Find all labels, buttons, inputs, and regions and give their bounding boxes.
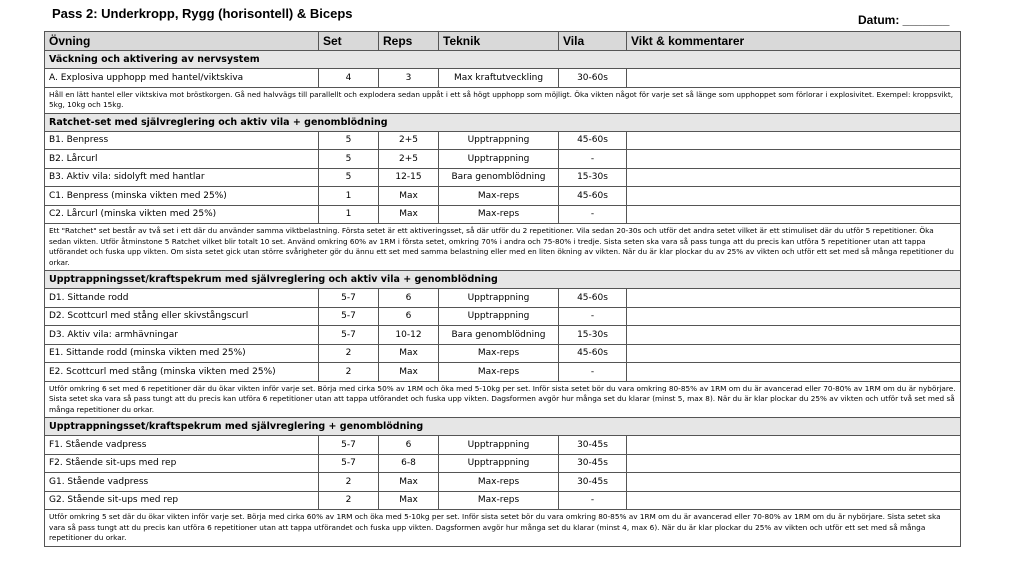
section-header-row [45, 113, 961, 131]
set-cell: 5 [319, 150, 379, 169]
section-note: Ett "Ratchet" set består av två set i ett där du använder samma viktbelastning. Första setet är ett aktiveringsset, så där utför du 2 repetitioner. Vila sedan 20-30s och utför det andra setet vilket är ett stimuliset där du utför 5 repetitioner. Öka sedan vikten. Utför åtminstone 5 Ratchet vilket blir totalt 10 set. Använd omkring 60% av 1RM i första setet, omkring 70% i andra och 75-80% i tredje. Sista seten ska vara så pass tunga att du precis kan utföra 5 repetitioner utan att tappa utförandet och fuska upp vikten. Om sista setet gick utan större svårigheter gör du ännu ett set med samma belastning eller med en liten ökning av vikten. När du är klar plockar du av 25% av vikten och utför ett set med så många repetitioner du orkar. [45, 224, 961, 271]
reps-cell: 12-15 [379, 168, 439, 187]
reps-cell: Max [379, 473, 439, 492]
vila-cell: - [559, 363, 627, 382]
set-cell: 2 [319, 473, 379, 492]
set-cell: 5 [319, 131, 379, 150]
reps-cell: 6 [379, 307, 439, 326]
exercise-row [45, 454, 961, 473]
teknik-cell: Upptrappning [439, 454, 559, 473]
exercise-name: G1. Stående vadpress [45, 473, 319, 492]
section-title: Upptrappningsset/kraftspekrum med självreglering + genomblödning [45, 418, 961, 436]
section-header-row [45, 418, 961, 436]
column-header-teknik: Teknik [439, 32, 559, 51]
workout-table [44, 31, 961, 547]
teknik-cell: Bara genomblödning [439, 326, 559, 345]
exercise-row [45, 131, 961, 150]
exercise-name: C1. Benpress (minska vikten med 25%) [45, 187, 319, 206]
reps-cell: Max [379, 205, 439, 224]
exercise-name: E2. Scottcurl med stång (minska vikten med 25%) [45, 363, 319, 382]
reps-cell: Max [379, 491, 439, 510]
exercise-row [45, 326, 961, 345]
vila-cell: 45-60s [559, 289, 627, 308]
set-cell: 5-7 [319, 289, 379, 308]
exercise-row [45, 363, 961, 382]
set-cell: 4 [319, 69, 379, 88]
teknik-cell: Max-reps [439, 205, 559, 224]
vila-cell: - [559, 307, 627, 326]
vila-cell: 30-45s [559, 473, 627, 492]
exercise-row [45, 344, 961, 363]
vila-cell: 30-45s [559, 454, 627, 473]
weight-comment-cell[interactable] [627, 491, 961, 510]
teknik-cell: Max-reps [439, 491, 559, 510]
section-title: Ratchet-set med självreglering och aktiv vila + genomblödning [45, 113, 961, 131]
reps-cell: 6 [379, 436, 439, 455]
exercise-name: B2. Lårcurl [45, 150, 319, 169]
table-header-row [45, 32, 961, 51]
exercise-row [45, 150, 961, 169]
column-header-reps: Reps [379, 32, 439, 51]
vila-cell: 15-30s [559, 168, 627, 187]
section-note-row [45, 510, 961, 547]
weight-comment-cell[interactable] [627, 363, 961, 382]
section-note-row [45, 381, 961, 418]
teknik-cell: Max-reps [439, 473, 559, 492]
weight-comment-cell[interactable] [627, 150, 961, 169]
weight-comment-cell[interactable] [627, 344, 961, 363]
exercise-row [45, 168, 961, 187]
exercise-name: B1. Benpress [45, 131, 319, 150]
teknik-cell: Bara genomblödning [439, 168, 559, 187]
reps-cell: 3 [379, 69, 439, 88]
teknik-cell: Upptrappning [439, 150, 559, 169]
exercise-name: F1. Stående vadpress [45, 436, 319, 455]
reps-cell: 2+5 [379, 150, 439, 169]
weight-comment-cell[interactable] [627, 187, 961, 206]
reps-cell: 2+5 [379, 131, 439, 150]
exercise-name: D3. Aktiv vila: armhävningar [45, 326, 319, 345]
section-header-row [45, 51, 961, 69]
section-note: Utför omkring 5 set där du ökar vikten inför varje set. Börja med cirka 60% av 1RM och öka med 5-10kg per set. Inför sista setet bör du vara omkring 80-85% av 1RM om du är avancerad eller 70-80% av 1RM om du är nybörjare. Sista setet ska vara så pass tungt att du precis kan utföra 6 repetitioner utan att tappa utförandet och fuska upp vikten. Dagsformen avgör hur många set du klarar (minst 4, max 6). När du är klar plockar du 25% av vikten och utför ett set med så många repetitioner du orkar. [45, 510, 961, 547]
vila-cell: 30-60s [559, 69, 627, 88]
exercise-name: D2. Scottcurl med stång eller skivstångscurl [45, 307, 319, 326]
reps-cell: Max [379, 187, 439, 206]
exercise-name: D1. Sittande rodd [45, 289, 319, 308]
section-note-row [45, 87, 961, 113]
section-note-row [45, 224, 961, 271]
weight-comment-cell[interactable] [627, 168, 961, 187]
exercise-name: E1. Sittande rodd (minska vikten med 25%) [45, 344, 319, 363]
exercise-row [45, 307, 961, 326]
reps-cell: Max [379, 363, 439, 382]
section-title: Upptrappningsset/kraftspekrum med självreglering och aktiv vila + genomblödning [45, 271, 961, 289]
teknik-cell: Max kraftutveckling [439, 69, 559, 88]
section-title: Väckning och aktivering av nervsystem [45, 51, 961, 69]
exercise-name: A. Explosiva upphopp med hantel/viktskiva [45, 69, 319, 88]
exercise-row [45, 187, 961, 206]
column-header-ovning: Övning [45, 32, 319, 51]
vila-cell: 45-60s [559, 187, 627, 206]
exercise-name: B3. Aktiv vila: sidolyft med hantlar [45, 168, 319, 187]
exercise-row [45, 436, 961, 455]
teknik-cell: Upptrappning [439, 289, 559, 308]
set-cell: 5-7 [319, 326, 379, 345]
exercise-row [45, 205, 961, 224]
set-cell: 2 [319, 363, 379, 382]
weight-comment-cell[interactable] [627, 307, 961, 326]
teknik-cell: Upptrappning [439, 307, 559, 326]
date-field-label: Datum: _______ [858, 13, 950, 27]
weight-comment-cell[interactable] [627, 69, 961, 88]
vila-cell: 45-60s [559, 131, 627, 150]
teknik-cell: Max-reps [439, 363, 559, 382]
column-header-set: Set [319, 32, 379, 51]
reps-cell: 6-8 [379, 454, 439, 473]
vila-cell: 45-60s [559, 344, 627, 363]
set-cell: 5-7 [319, 436, 379, 455]
vila-cell: - [559, 491, 627, 510]
reps-cell: 10-12 [379, 326, 439, 345]
set-cell: 5 [319, 168, 379, 187]
set-cell: 1 [319, 187, 379, 206]
teknik-cell: Upptrappning [439, 131, 559, 150]
reps-cell: Max [379, 344, 439, 363]
exercise-name: F2. Stående sit-ups med rep [45, 454, 319, 473]
page-title: Pass 2: Underkropp, Rygg (horisontell) & Biceps [52, 6, 353, 21]
teknik-cell: Max-reps [439, 187, 559, 206]
section-header-row [45, 271, 961, 289]
weight-comment-cell[interactable] [627, 326, 961, 345]
exercise-row [45, 491, 961, 510]
vila-cell: - [559, 150, 627, 169]
teknik-cell: Max-reps [439, 344, 559, 363]
weight-comment-cell[interactable] [627, 131, 961, 150]
weight-comment-cell[interactable] [627, 454, 961, 473]
reps-cell: 6 [379, 289, 439, 308]
set-cell: 5-7 [319, 454, 379, 473]
exercise-name: C2. Lårcurl (minska vikten med 25%) [45, 205, 319, 224]
vila-cell: 15-30s [559, 326, 627, 345]
exercise-row [45, 473, 961, 492]
vila-cell: - [559, 205, 627, 224]
section-note: Utför omkring 6 set med 6 repetitioner där du ökar vikten inför varje set. Börja med cirka 50% av 1RM och öka med 5-10kg per set. Inför sista setet bör du vara omkring 80-85% av 1RM om du är avancerad eller 70-80% av 1RM om du är nybörjare. Sista setet ska vara så pass tungt att du precis kan utföra 6 repetitioner utan att tappa utförandet och fuska upp vikten. Dagsformen avgör hur många set du klarar (minst 5, max 8). När du är klar plockar du 25% av vikten och utför två set med så många repetitioner du orkar. [45, 381, 961, 418]
set-cell: 2 [319, 344, 379, 363]
set-cell: 2 [319, 491, 379, 510]
set-cell: 5-7 [319, 307, 379, 326]
exercise-row [45, 289, 961, 308]
vila-cell: 30-45s [559, 436, 627, 455]
exercise-row [45, 69, 961, 88]
exercise-name: G2. Stående sit-ups med rep [45, 491, 319, 510]
column-header-vila: Vila [559, 32, 627, 51]
weight-comment-cell[interactable] [627, 289, 961, 308]
teknik-cell: Upptrappning [439, 436, 559, 455]
section-note: Håll en lätt hantel eller viktskiva mot bröstkorgen. Gå ned halvvägs till parallellt och explodera sedan uppåt i ett så högt upphopp som möjligt. Öka vikten något för varje set så länge som upphoppet som förlorar i explosivitet. Exempel: kroppsvikt, 5kg, 10kg och 15kg. [45, 87, 961, 113]
weight-comment-cell[interactable] [627, 473, 961, 492]
weight-comment-cell[interactable] [627, 436, 961, 455]
weight-comment-cell[interactable] [627, 205, 961, 224]
set-cell: 1 [319, 205, 379, 224]
column-header-vikt-kommentarer: Vikt & kommentarer [627, 32, 961, 51]
